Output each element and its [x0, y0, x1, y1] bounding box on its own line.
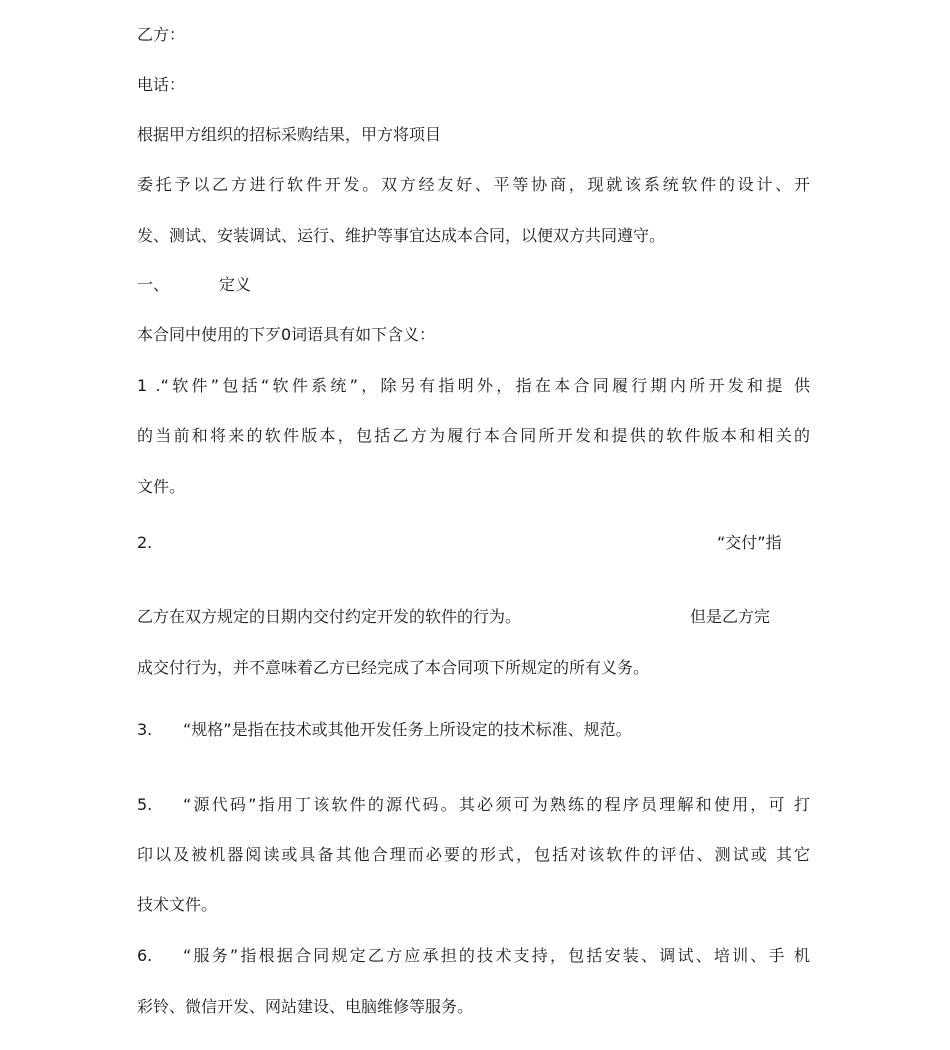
item1-line-1: 1 .“软件”包括“软件系统”，除另有指明外，指在本合同履行期内所开发和提 供 [137, 376, 810, 395]
item5-line-1-row [137, 795, 810, 815]
item1-line-2: 的当前和将来的软件版本，包括乙方为履行本合同所开发和提供的软件版本和相关的 [137, 426, 810, 445]
item5-line-3: 技术文件。 [137, 895, 218, 914]
item3 [137, 720, 632, 740]
item2-line-2-left: 乙方在双方规定的日期内交付约定开发的软件的行为。 [137, 607, 522, 626]
item6-number: 6. [137, 946, 153, 965]
item2-line-2-right: 但是乙方完 [690, 607, 771, 626]
intro-line-3: 发、测试、安装调试、运行、维护等事宜达成本合同，以便双方共同遵守。 [137, 226, 666, 245]
item2-line-3: 成交付行为，并不意味着乙方已经完成了本合同项下所规定的所有义务。 [137, 658, 650, 677]
item5-line-1: “源代码”指用丁该软件的源代码。其必须可为熟练的程序员理解和使用，可 打 [183, 795, 810, 814]
intro-line-2: 委托予以乙方进行软件开发。双方经友好、平等协商，现就该系统软件的设计、开 [137, 175, 810, 194]
item6-line-1-row [137, 946, 810, 966]
intro-line-1: 根据甲方组织的招标采购结果，甲方将项目 [137, 125, 442, 144]
section-heading [137, 275, 251, 295]
item5-number: 5. [137, 795, 153, 814]
section-title: 定义 [219, 275, 252, 294]
item3-number: 3. [137, 720, 153, 739]
item2-term: “交付”指 [717, 533, 782, 552]
item1-line-3: 文件。 [137, 477, 186, 496]
item3-text: “规格”是指在技术或其他开发任务上所设定的技术标准、规范。 [183, 720, 632, 739]
item2-number: 2. [137, 533, 153, 552]
item5-line-2: 印以及被机器阅读或具备其他合理而必要的形式，包括对该软件的评估、测试或 其它 [137, 845, 810, 864]
item6-line-2: 彩铃、微信开发、网站建设、电脑维修等服务。 [137, 997, 474, 1016]
phone-label: 电话： [137, 75, 186, 94]
party-b-label: 乙方： [137, 25, 186, 44]
definitions-intro: 本合同中使用的下歹0词语具有如下含义： [137, 325, 436, 344]
section-number: 一、 [137, 275, 170, 294]
item6-line-1: “服务”指根据合同规定乙方应承担的技术支持，包括安装、调试、培训、手 机 [183, 946, 810, 965]
